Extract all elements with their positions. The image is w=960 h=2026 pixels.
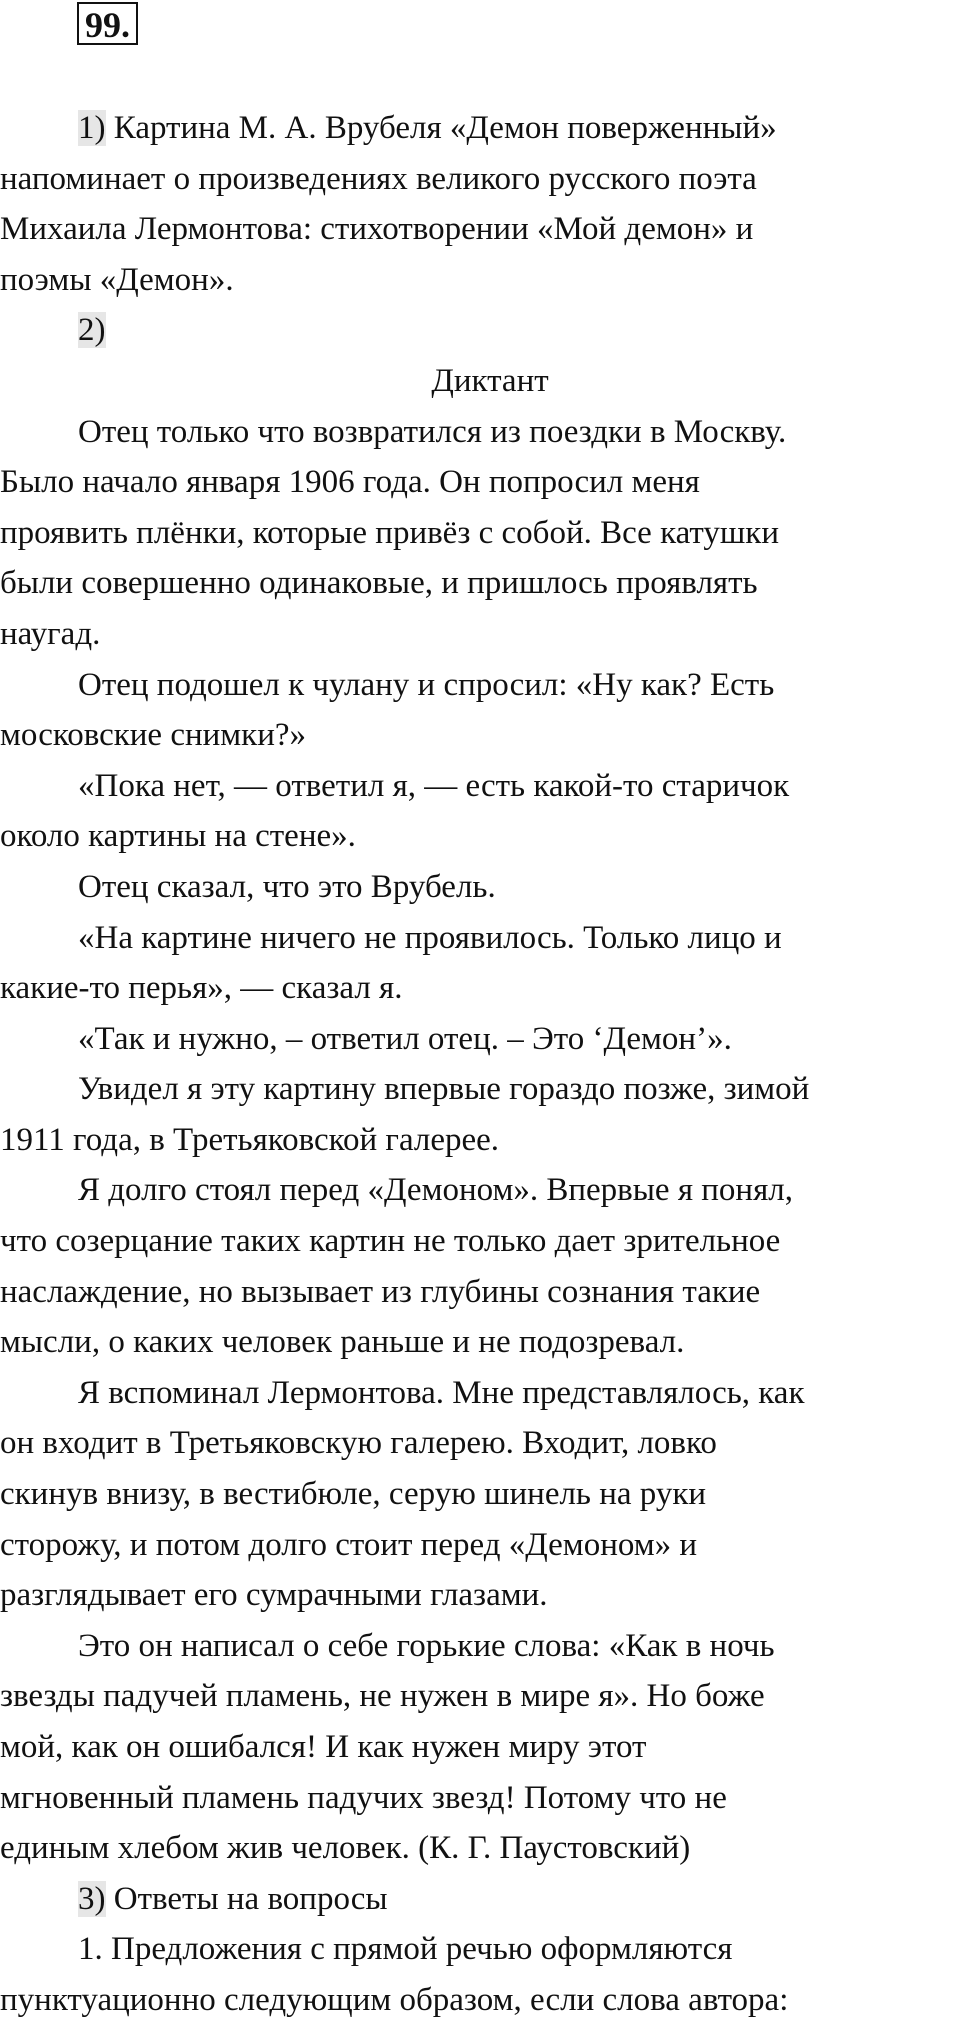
text-line: Увидел я эту картину впервые гораздо позже, зимой [78,1071,810,1108]
text-line: Я вспоминал Лермонтова. Мне представлялось, как [78,1374,805,1411]
section-2-marker-line [0,305,960,356]
text-line: он входит в Третьяковскую галерею. Входит, ловко [0,1425,717,1462]
dictation-title: Диктант [431,362,549,399]
paragraph [0,1014,960,1065]
text-line: напоминает о произведениях великого русского поэта [0,160,757,197]
text-line: проявить плёнки, которые привёз с собой. Все катушки [0,514,779,551]
text-line: что созерцание таких картин не только дает зрительное [0,1223,781,1260]
text-line: звезды падучей пламень, не нужен в мире я». Но боже [0,1678,765,1715]
text-line: наугад. [0,615,101,652]
section-3-heading: Ответы на вопросы [105,1880,388,1917]
text-line: были совершенно одинаковые, и пришлось проявлять [0,565,758,602]
paragraph [0,1621,960,1874]
paragraph [0,1165,960,1367]
text-line: «Так и нужно, – ответил отец. – Это ‘Демон’». [78,1020,732,1057]
text-line: «На картине ничего не проявилось. Только лицо и [78,919,782,956]
text-line: Отец только что возвратился из поездки в Москву. [78,413,787,450]
text-line: Картина М. А. Врубеля «Демон поверженный» [105,110,777,146]
text-line: мгновенный пламень падучих звезд! Потому что не [0,1779,727,1816]
paragraph [0,862,960,913]
text-line: Это он написал о себе горькие слова: «Как в ночь [78,1627,775,1664]
text-line: скинув внизу, в вестибюле, серую шинель на руки [0,1476,707,1513]
text-line: Отец сказал, что это Врубель. [78,868,496,905]
text-line: Михаила Лермонтова: стихотворении «Мой демон» и [0,211,754,248]
text-line: какие-то перья», — сказал я. [0,970,403,1007]
text-line: наслаждение, но вызывает из глубины сознания такие [0,1273,761,1310]
text-line: Я долго стоял перед «Демоном». Впервые я понял, [78,1172,793,1209]
answer-paragraph [0,1924,960,2025]
text-line: единым хлебом жив человек. (К. Г. Паустовский) [0,1830,691,1867]
text-line: 1911 года, в Третьяковской галерее. [0,1121,500,1158]
text-line: Отец подошел к чулану и спросил: «Ну как? Есть [78,666,775,703]
section-3-marker: 3) [78,1880,106,1917]
paragraph [0,913,960,1014]
task-number-box: 99. [77,2,138,45]
text-line: разглядывает его сумрачными глазами. [0,1577,548,1614]
paragraph [0,1064,960,1165]
paragraph [0,660,960,761]
paragraph [0,1368,960,1621]
text-line: 1. Предложения с прямой речью оформляются [78,1931,733,1968]
paragraph [0,407,960,660]
text-line: пунктуационно следующим образом, если слова автора: [0,1981,789,2018]
section-1-paragraph [0,103,960,305]
text-line: московские снимки?» [0,717,307,754]
text-line: Было начало января 1906 года. Он попросил меня [0,464,700,501]
text-line: около картины на стене». [0,818,356,855]
text-line: мой, как он ошибался! И как нужен миру этот [0,1729,647,1765]
document-body [0,103,960,2026]
paragraph [0,761,960,862]
section-2-marker: 2) [78,312,106,349]
section-3-heading-line [0,1874,960,1925]
text-line: поэмы «Демон». [0,261,234,298]
text-line: «Пока нет, — ответил я, — есть какой-то старичок [78,767,790,804]
text-line: сторожу, и потом долго стоит перед «Демоном» и [0,1526,698,1563]
section-1-marker: 1) [78,110,106,146]
text-line: мысли, о каких человек раньше и не подозревал. [0,1324,685,1361]
